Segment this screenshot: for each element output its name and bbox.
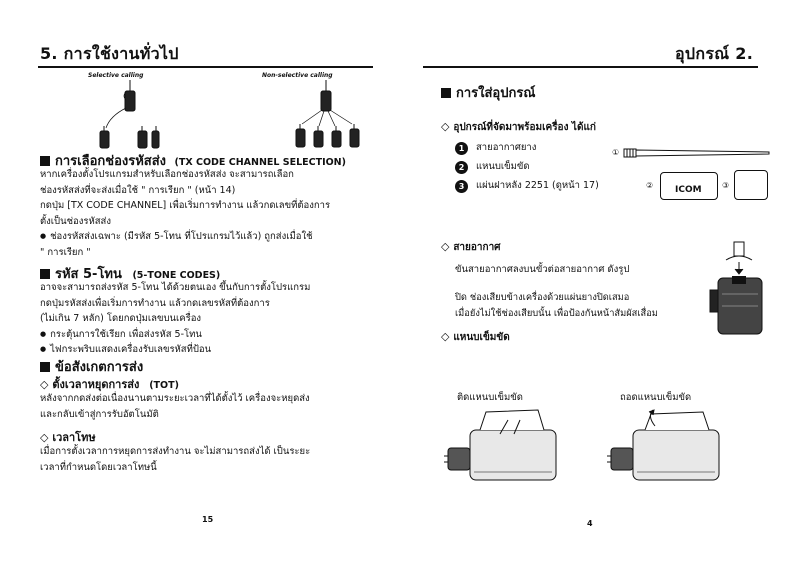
square-bullet-icon [40, 362, 50, 372]
non-selective-calling-diagram [292, 78, 364, 150]
caption-non-selective-calling: Non-selective calling [262, 72, 333, 79]
body-line: กดปุ่มรหัสส่งเพื่อเริ่มการทำงาน แล้วกดเลขรหัสที่ต้องการ [40, 297, 270, 309]
rubber-antenna-illustration [624, 146, 772, 160]
item-number: 3 [455, 180, 468, 193]
supplied-heading [441, 120, 596, 135]
bullet-line: ● ไฟกระพริบแสดงเครื่องรับเลขรหัสที่ป้อน [40, 342, 375, 358]
bullet-continuation: " การเรียก " [40, 246, 91, 258]
attach-clip-label: ติดแหนบเข็มขัด [457, 392, 523, 403]
accessory-item [455, 159, 530, 174]
item-text: แหนบเข็มขัด [476, 161, 530, 172]
body-line: หากเครื่องตั้งโปรแกรมสำหรับเลือกช่องรหัสส่ง จะสามารถเลือก [40, 169, 294, 180]
body-line: เมื่อยังไม่ใช้ช่องเสียบนั้น เพื่อป้องกันหน้าสัมผัสเสื่อม [455, 307, 658, 319]
rear-panel-illustration [734, 170, 768, 200]
body-line: ช่องรหัสส่งที่จะส่งเมื่อใช้ " การเรียก " (หน้า 14) [40, 184, 236, 196]
antenna-mounting-illustration [708, 242, 768, 334]
label-part-3: ③ [722, 181, 730, 190]
five-tone-body [40, 280, 375, 358]
body-line: (ไม่เกิน 7 หลัก) โดยกดปุ่มเลขบนเครื่อง [40, 313, 202, 324]
jack-cap-note [455, 290, 658, 321]
square-bullet-icon [441, 88, 451, 98]
label-part-1: ① [612, 148, 620, 157]
five-tone-title: รหัส 5-โทน [55, 267, 122, 282]
body-line: อาจจะสามารถส่งรหัส 5-โทน ได้ด้วยตนเอง ขึ้นกับการตั้งโปรแกรม [40, 282, 311, 293]
tx-code-body [40, 167, 375, 260]
bullet-line: ● ช่องรหัสส่งเฉพาะ (มีรหัส 5-โทน ที่โปรแกรมไว้แล้ว) ถูกส่งเมื่อใช้ [40, 229, 375, 245]
penalty-title: เวลาโทษ [52, 431, 96, 444]
supplied-title: อุปกรณ์ที่จัดมาพร้อมเครื่อง ได้แก่ [453, 122, 596, 133]
penalty-body [40, 444, 375, 475]
item-text: สายอากาศยาง [476, 142, 537, 153]
item-number: 2 [455, 161, 468, 174]
icom-logo-text: ICOM [675, 185, 702, 195]
detach-belt-clip-illustration [605, 408, 729, 490]
accessory-item [455, 140, 536, 155]
tx-code-title: การเลือกช่องรหัสส่ง [55, 154, 166, 169]
label-part-2: ② [646, 181, 654, 190]
detach-clip-label: ถอดแหนบเข็มขัด [620, 392, 692, 403]
square-bullet-icon [40, 156, 50, 166]
right-header-rule [423, 66, 758, 68]
radio-icon [100, 80, 159, 148]
caption-selective-calling: Selective calling [88, 72, 144, 79]
body-line: และกลับเข้าสู่การรับอัตโนมัติ [40, 408, 159, 420]
body-line: เมื่อการตั้งเวลาการหยุดการส่งทำงาน จะไม่สามารถส่งได้ เป็นระยะ [40, 446, 311, 457]
accessory-item [455, 178, 599, 193]
antenna-instruction [455, 262, 629, 278]
belt-clip-illustration [660, 172, 718, 200]
body-line: ขันสายอากาศลงบนขั้วต่อสายอากาศ ดังรูป [455, 264, 630, 275]
tx-notes-title: ข้อสังเกตการส่ง [55, 360, 144, 375]
attach-belt-clip-illustration [442, 408, 566, 490]
install-title: การใส่อุปกรณ์ [456, 86, 536, 101]
diamond-icon: ◇ [441, 120, 450, 133]
tot-title: ตั้งเวลาหยุดการส่ง [52, 378, 140, 391]
left-page-header: 5. การใช้งานทั่วไป [40, 44, 179, 63]
body-line: ปิด ช่องเสียบข้างเครื่องด้วยแผ่นยางปิดเสมอ [455, 292, 630, 303]
diamond-icon: ◇ [441, 240, 450, 253]
right-page-header: อุปกรณ์ 2. [675, 44, 754, 63]
left-page-number: 15 [202, 515, 214, 524]
item-number: 1 [455, 142, 468, 155]
bullet-line: ● กระตุ้นการใช้เรียก เพื่อส่งรหัส 5-โทน [40, 327, 375, 343]
body-line: กดปุ่ม [TX CODE CHANNEL] เพื่อเริ่มการทำงาน แล้วกดเลขที่ต้องการ [40, 200, 331, 211]
radio-icon [296, 80, 359, 147]
tx-code-title-en: (TX CODE CHANNEL SELECTION) [174, 157, 346, 168]
square-bullet-icon [40, 269, 50, 279]
diamond-icon: ◇ [40, 378, 49, 391]
five-tone-title-en: (5-TONE CODES) [132, 270, 221, 281]
tx-notes-heading [40, 356, 143, 377]
item-text: แผ่นฝาหลัง 2251 (ดูหน้า 17) [476, 180, 599, 191]
belt-clip-heading [441, 330, 510, 345]
antenna-title: สายอากาศ [453, 242, 501, 253]
selective-calling-diagram [90, 78, 160, 150]
left-header-rule [38, 66, 373, 68]
antenna-heading [441, 240, 501, 255]
belt-clip-title: แหนบเข็มขัด [453, 332, 510, 343]
diamond-icon: ◇ [441, 330, 450, 343]
tot-body [40, 391, 375, 422]
diamond-icon: ◇ [40, 431, 49, 444]
install-heading [441, 82, 535, 103]
body-line: เวลาที่กำหนดโดยเวลาโทษนี้ [40, 461, 157, 473]
tot-title-en: (TOT) [149, 380, 179, 391]
body-line: ตั้งเป็นช่องรหัสส่ง [40, 215, 111, 227]
body-line: หลังจากกดส่งต่อเนื่องนานตามระยะเวลาที่ได้ตั้งไว้ เครื่องจะหยุดส่ง [40, 393, 310, 404]
right-page-number: 4 [587, 519, 593, 528]
